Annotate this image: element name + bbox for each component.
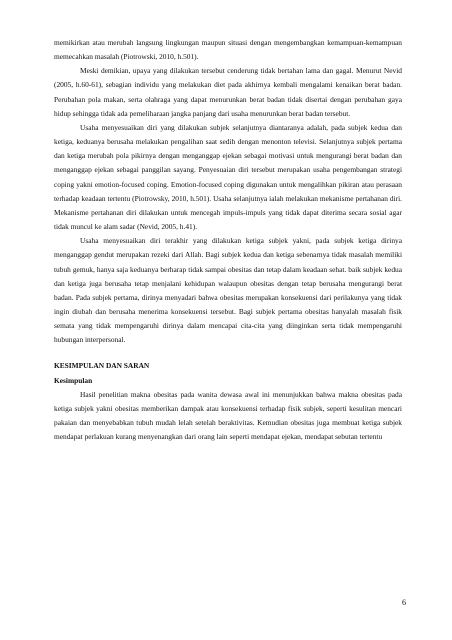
section-heading: KESIMPULAN DAN SARAN — [54, 361, 150, 371]
body-text — [54, 36, 402, 444]
paragraph-continuation: memikirkan atau merubah langsung lingkungan maupun situasi dengan mengembangkan kemampuan-kemampuan memecahkan masalah (Piotrowski, 2010, h.501). — [54, 38, 402, 62]
paragraph: Meski demikian, upaya yang dilakukan tersebut cenderung tidak bertahan lama dan gagal. Menurut Nevid (2005, h.60-61), sebagian individu yang melakukan diet pada akhirnya kembali mengalami kenaikan berat badan. Perubahan pola makan, serta olahraga yang dapat menurunkan berat badan tidak disertai dengan perubahan gaya hidup sehingga tidak ada pemeliharaan jangka panjang dari usaha menurunkan berat badan tersebut. — [54, 66, 402, 118]
page-number: 6 — [402, 598, 406, 607]
subsection-heading: Kesimpulan — [54, 375, 93, 385]
paragraph: Usaha menyesuaikan diri terakhir yang dilakukan ketiga subjek yakni, pada subjek ketiga dirinya menganggap gendut merupakan rezeki dari Allah. Bagi subjek kedua dan ketiga sebenarnya tidak masalah memiliki tubuh gemuk, hanya saja keduanya berharap tidak sampai obesitas dan tetap dalam keadaan sehat. baik subjek kedua dan ketiga juga berusaha tetap menjalani kehidupan walaupun obesitas dengan tetap berusaha mengurangi berat badan. Pada subjek pertama, dirinya menyadari bahwa obesitas merupakan konsekuensi dari perilakunya yang tidak ingin diubah dan berusaha menerima konsekuensi tersebut. Bagi subjek pertama obesitas hanyalah masalah fisik semata yang tidak mempengaruhi dirinya dalam mencapai cita-cita yang diinginkan serta tidak mempengaruhi hubungan interpersonal. — [54, 236, 402, 345]
conclusion-paragraph: Hasil penelitian makna obesitas pada wanita dewasa awal ini menunjukkan bahwa makna obesitas pada ketiga subjek yakni obesitas memberikan dampak atau konsekuensi terhadap fisik subjek, seperti kesulitan mencari pakaian dan menyebabkan tubuh mudah lelah setelah beraktivitas. Kemudian obesitas juga membuat ketiga subjek mendapat perlakuan kurang menyenangkan dari orang lain seperti mendapat ejekan, mendapat sebutan tertentu — [54, 389, 402, 442]
paragraph: Usaha menyesuaikan diri yang dilakukan subjek selanjutnya diantaranya adalah, pada subjek kedua dan ketiga, keduanya berusaha melakukan pengalihan saat sedih dengan menonton televisi. Selanjutnya subjek pertama dan ketiga merubah pola pikirnya dengan menganggap ejekan sebagai motivasi untuk mengurangi berat badan dan menganggap ejekan sebagai panggilan sayang. Penyesuaian diri tersebut merupakan usaha pengembangan strategi coping yakni emotion-focused coping. Emotion-focused coping digunakan untuk mengalihkan pikiran atau perasaan terhadap keadaan tertentu (Piotrowsky, 2010, h.501). Usaha selanjutnya ialah melakukan mekanisme pertahanan diri. Mekanisme pertahanan diri dilakukan untuk mencegah impuls-impuls yang tidak dapat diterima secara sosial agar tidak muncul ke alam sadar (Nevid, 2005, h.41). — [54, 122, 402, 232]
